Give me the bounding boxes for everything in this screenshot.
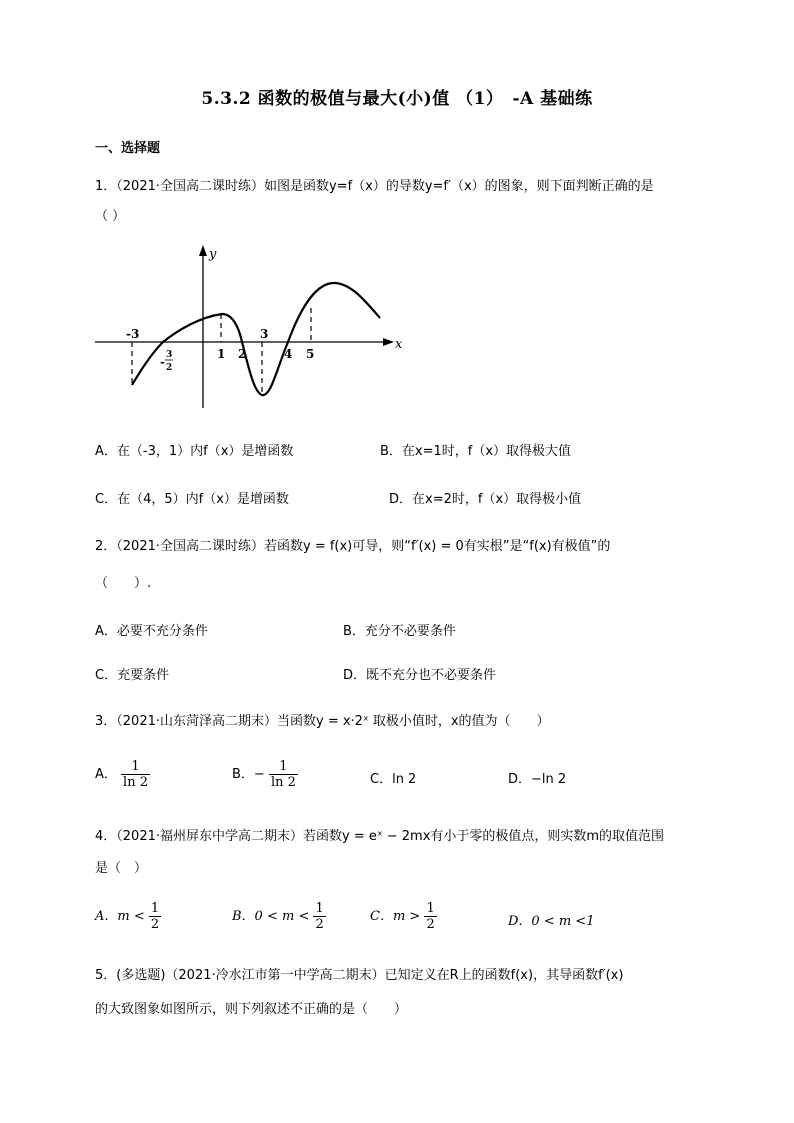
q4-option-b-numerator: 1 bbox=[315, 901, 324, 916]
q4-option-c-numerator: 1 bbox=[426, 901, 435, 916]
y-axis-arrow bbox=[199, 245, 207, 256]
q2-option-b: B．充分不必要条件 bbox=[343, 624, 456, 639]
q4-stem-line2: 是（ ） bbox=[95, 861, 148, 876]
label-5: 5 bbox=[306, 347, 315, 361]
q5-stem-line2: 的大致图象如图所示，则下列叙述不正确的是（ ） bbox=[95, 1002, 408, 1017]
section-heading: 一、选择题 bbox=[95, 141, 161, 156]
q1-option-c: C．在（4，5）内f（x）是增函数 bbox=[95, 492, 289, 507]
x-axis-arrow bbox=[383, 338, 394, 346]
q2-stem-line1: 2．（2021·全国高二课时练）若函数y = f(x)可导，则“f′(x) = 0有实根”是“f(x)有极值”的 bbox=[95, 539, 611, 554]
label-2: 2 bbox=[238, 347, 247, 361]
q3-option-b-denominator: ln 2 bbox=[270, 775, 296, 790]
q4-option-b bbox=[232, 901, 326, 932]
q1-option-b: B．在x=1时，f（x）取得极大值 bbox=[380, 444, 572, 459]
q2-stem-line2: （ ）. bbox=[95, 576, 152, 591]
label-4: 4 bbox=[284, 347, 293, 361]
q4-option-a-label: A．m < bbox=[95, 909, 145, 924]
q1-stem-line2: （ ） bbox=[95, 209, 126, 224]
q4-option-c-fraction bbox=[424, 901, 436, 932]
q4-option-b-fraction bbox=[313, 901, 325, 932]
q2-option-a: A．必要不充分条件 bbox=[95, 624, 208, 639]
q4-option-c-label: C．m > bbox=[370, 909, 421, 924]
q4-option-b-denominator: 2 bbox=[315, 917, 324, 932]
q3-option-a-label: A． bbox=[95, 767, 117, 782]
x-axis-label: x bbox=[395, 337, 403, 352]
q4-option-c-denominator: 2 bbox=[426, 917, 435, 932]
q3-option-c: C．ln 2 bbox=[370, 772, 417, 787]
q4-option-b-label: B．0 < m < bbox=[232, 909, 310, 924]
q1-stem-line1: 1．（2021·全国高二课时练）如图是函数y=f（x）的导数y=f′（x）的图象，则下面判断正确的是 bbox=[95, 179, 654, 194]
q3-option-b-label: B．− bbox=[232, 767, 265, 782]
q5-stem-line1: 5．(多选题)（2021·冷水江市第一中学高二期末）已知定义在R上的函数f(x)，其导函数f′(x) bbox=[95, 968, 624, 983]
y-axis-label: y bbox=[209, 247, 217, 262]
q4-option-a-denominator: 2 bbox=[150, 917, 160, 932]
label-neg3half-num: 3 bbox=[166, 350, 173, 360]
label-neg3half-sign: - bbox=[160, 355, 165, 369]
q3-stem: 3．（2021·山东菏泽高二期末）当函数y = x·2ˣ 取极小值时，x的值为（ ） bbox=[95, 714, 550, 729]
label-3: 3 bbox=[260, 327, 269, 341]
q3-option-b-fraction bbox=[269, 759, 298, 790]
q3-option-b bbox=[232, 759, 298, 790]
q4-option-a-fraction bbox=[149, 901, 161, 932]
q3-option-a bbox=[95, 759, 150, 790]
q3-option-a-numerator: 1 bbox=[121, 759, 150, 775]
q3-option-a-fraction bbox=[121, 759, 150, 790]
q4-option-c bbox=[370, 901, 437, 932]
derivative-curve bbox=[132, 283, 380, 395]
q1-option-d: D．在x=2时，f（x）取得极小值 bbox=[389, 492, 582, 507]
derivative-graph bbox=[90, 240, 410, 415]
q4-stem-line1: 4．（2021·福州屏东中学高二期末）若函数y = eˣ − 2mx有小于零的极值点，则实数m的取值范围 bbox=[95, 829, 665, 844]
label-1: 1 bbox=[217, 347, 226, 361]
q4-option-a-numerator: 1 bbox=[150, 901, 160, 916]
page-title: 5.3.2 函数的极值与最大(小)值 （1） -A 基础练 bbox=[201, 89, 593, 109]
q3-option-b-numerator: 1 bbox=[269, 759, 298, 775]
q3-option-a-denominator: ln 2 bbox=[123, 775, 148, 790]
q2-option-c: C．充要条件 bbox=[95, 668, 170, 683]
q4-option-d: D．0 < m <1 bbox=[508, 914, 595, 929]
q4-option-a bbox=[95, 901, 161, 932]
label-neg3: -3 bbox=[126, 327, 140, 341]
q3-option-d: D．−ln 2 bbox=[508, 772, 567, 787]
q2-option-d: D．既不充分也不必要条件 bbox=[343, 668, 497, 683]
label-neg3half-den: 2 bbox=[166, 363, 173, 373]
q1-option-a: A．在（-3，1）内f（x）是增函数 bbox=[95, 444, 294, 459]
